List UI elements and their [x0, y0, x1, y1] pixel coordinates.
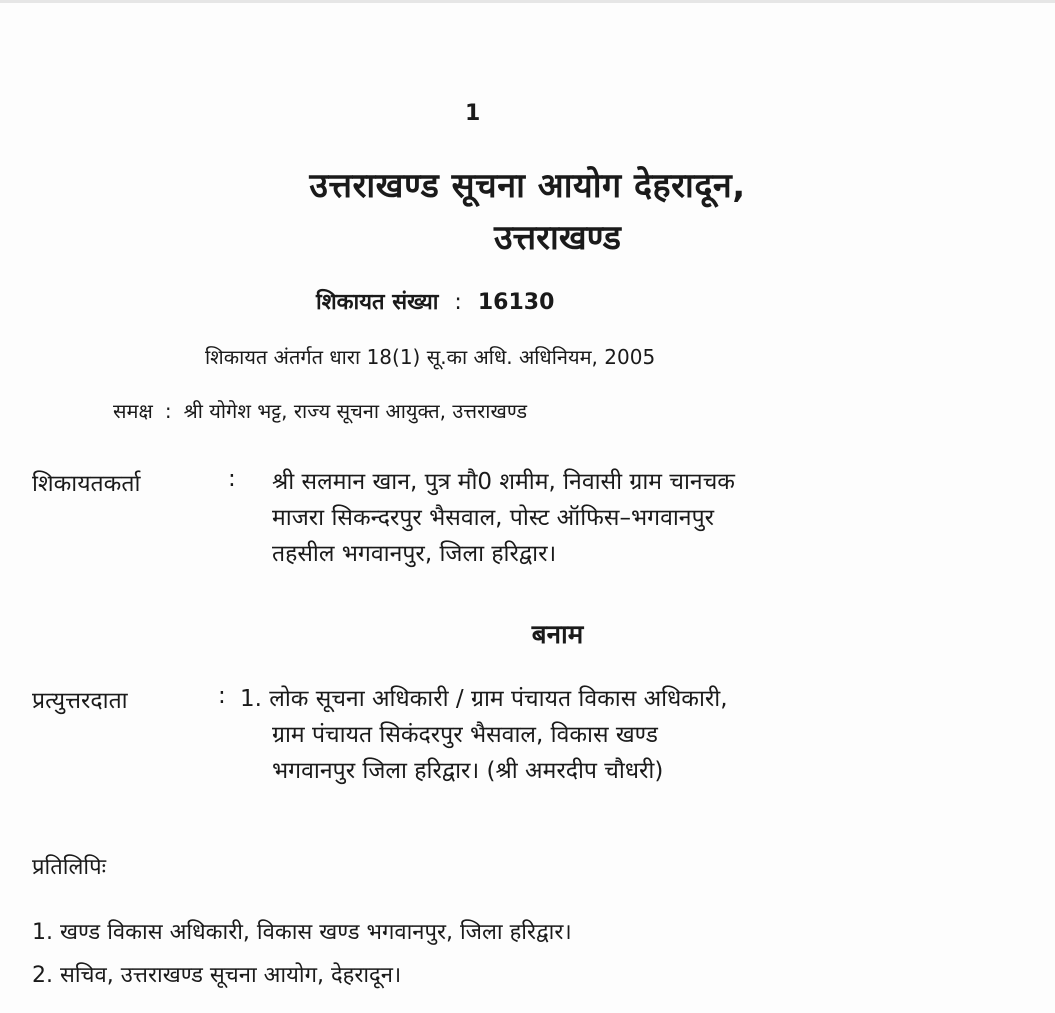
complaint-section-line: शिकायत अंतर्गत धारा 18(1) सू.का अधि. अधिनियम, 2005: [205, 345, 656, 369]
complaint-number-value: 16130: [477, 290, 555, 315]
copy-to-item: 1. खण्ड विकास अधिकारी, विकास खण्ड भगवानपुर, जिला हरिद्वार।: [32, 920, 572, 945]
complainant-line: तहसील भगवानपुर, जिला हरिद्वार।: [272, 541, 557, 567]
copy-to-heading: प्रतिलिपिः: [32, 855, 107, 880]
respondent-label: प्रत्युत्तरदाता: [32, 688, 128, 714]
before-separator: :: [164, 399, 172, 423]
before-value: श्री योगेश भट्ट, राज्य सूचना आयुक्त, उत्तराखण्ड: [183, 399, 528, 423]
complainant-line: श्री सलमान खान, पुत्र मौ0 शमीम, निवासी ग्राम चानचक: [272, 469, 735, 495]
before-line: [113, 397, 527, 424]
before-label: समक्ष: [113, 399, 153, 423]
respondent-line: 1. लोक सूचना अधिकारी / ग्राम पंचायत विकास अधिकारी,: [240, 686, 728, 712]
complainant-label: शिकायतकर्ता: [32, 471, 141, 497]
respondent-separator: :: [218, 683, 226, 709]
respondent-details: [240, 681, 998, 789]
complaint-number-separator: :: [454, 290, 462, 315]
document-title-line2: उत्तराखण्ड: [494, 218, 621, 258]
complaint-number-line: [316, 286, 554, 316]
page-number: 1: [465, 101, 481, 126]
complainant-separator: :: [228, 466, 236, 492]
versus-heading: बनाम: [531, 620, 584, 650]
copy-to-item: 2. सचिव, उत्तराखण्ड सूचना आयोग, देहरादून।: [32, 963, 402, 988]
respondent-line: भगवानपुर जिला हरिद्वार। (श्री अमरदीप चौधरी): [272, 758, 664, 784]
complaint-number-label: शिकायत संख्या: [316, 290, 439, 315]
complainant-details: [272, 464, 998, 572]
document-title-line1: उत्तराखण्ड सूचना आयोग देहरादून,: [309, 166, 746, 206]
respondent-line: ग्राम पंचायत सिकंदरपुर भैसवाल, विकास खण्ड: [272, 722, 658, 748]
complainant-line: माजरा सिकन्दरपुर भैसवाल, पोस्ट ऑफिस–भगवानपुर: [272, 505, 715, 531]
